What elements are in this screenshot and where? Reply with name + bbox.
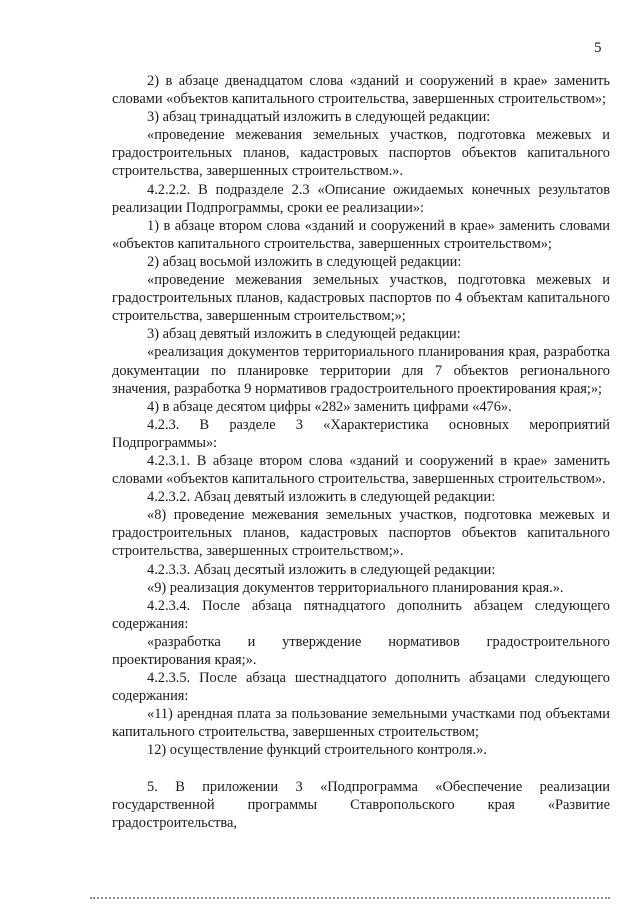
paragraph: «11) арендная плата за пользование земельными участками под объектами капитального строительства, завершенных строительством; bbox=[112, 706, 610, 741]
paragraph: «8) проведение межевания земельных участков, подготовка межевых и градостроительных планов, кадастровых паспортов объектов капитального строительства, завершенных строительством;». bbox=[112, 507, 610, 560]
document-body bbox=[112, 72, 610, 832]
paragraph: «9) реализация документов территориального планирования края.». bbox=[147, 579, 564, 596]
paragraph: «проведение межевания земельных участков, подготовка межевых и градостроительных планов, кадастровых паспортов объектов капитального строительства, завершенных строительством.». bbox=[112, 127, 610, 180]
scan-edge-artifact bbox=[90, 897, 610, 899]
paragraph: 3) абзац девятый изложить в следующей редакции: bbox=[147, 326, 461, 343]
paragraph: 1) в абзаце втором слова «зданий и сооружений в крае» заменить словами «объектов капитального строительства, завершенных строительством»; bbox=[112, 217, 610, 252]
paragraph: 4.2.2.2. В подразделе 2.3 «Описание ожидаемых конечных результатов реализации Подпрограммы, сроки ее реализации»: bbox=[112, 181, 610, 216]
paragraph: 4.2.3.4. После абзаца пятнадцатого дополнить абзацем следующего содержания: bbox=[112, 597, 610, 632]
paragraph: 3) абзац тринадцатый изложить в следующей редакции: bbox=[147, 109, 491, 126]
paragraph: «проведение межевания земельных участков, подготовка межевых и градостроительных планов, кадастровых паспортов по 4 объектам капитального строительства, завершенным строительством;»; bbox=[112, 272, 610, 325]
paragraph: 4) в абзаце десятом цифры «282» заменить цифрами «476». bbox=[147, 398, 512, 415]
paragraph: 4.2.3.3. Абзац десятый изложить в следующей редакции: bbox=[147, 561, 496, 578]
paragraph: 4.2.3.1. В абзаце втором слова «зданий и сооружений в крае» заменить словами «объектов капитального строительства, завершенных строительством». bbox=[112, 452, 610, 488]
paragraph: 5. В приложении 3 «Подпрограмма «Обеспечение реализации государственной программы Ставропольского края «Развитие градостроительства, bbox=[112, 778, 610, 831]
paragraph: 4.2.3. В разделе 3 «Характеристика основных мероприятий Подпрограммы»: bbox=[112, 416, 610, 451]
paragraph: 2) абзац восьмой изложить в следующей редакции: bbox=[147, 253, 462, 270]
paragraph: 2) в абзаце двенадцатом слова «зданий и сооружений в крае» заменить словами «объектов капитального строительства, завершенных строительством»; bbox=[112, 73, 610, 108]
paragraph: «реализация документов территориального планирования края, разработка документации по планировке территории для 7 объектов регионального значения, разработка 9 нормативов градостроительного проектирования края;»; bbox=[112, 344, 610, 397]
paragraph: 12) осуществление функций строительного контроля.». bbox=[147, 742, 487, 759]
page-number: 5 bbox=[594, 40, 602, 56]
paragraph: 4.2.3.2. Абзац девятый изложить в следующей редакции: bbox=[147, 489, 496, 506]
paragraph: «разработка и утверждение нормативов градостроительного проектирования края;». bbox=[112, 633, 610, 668]
paragraph: 4.2.3.5. После абзаца шестнадцатого дополнить абзацами следующего содержания: bbox=[112, 670, 610, 705]
